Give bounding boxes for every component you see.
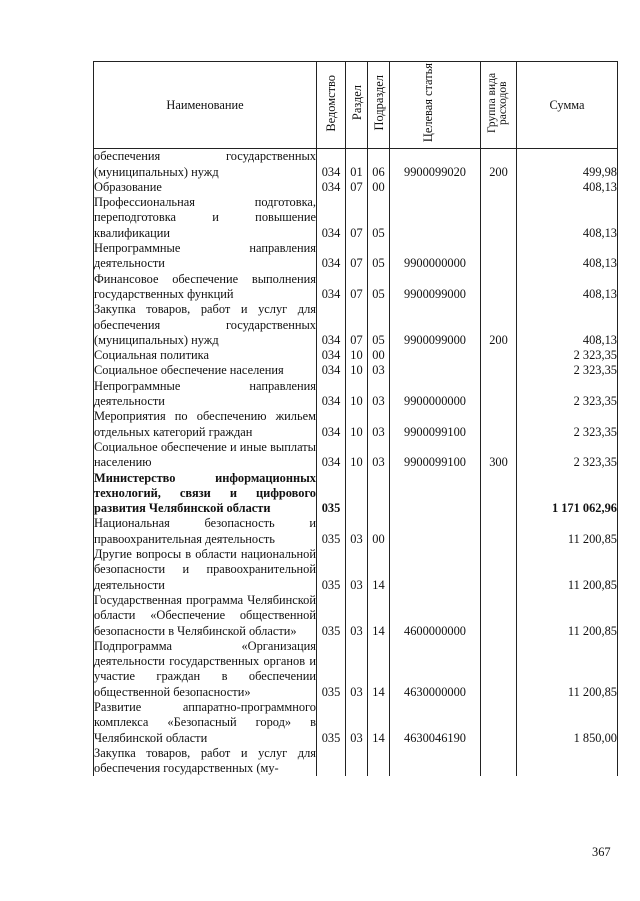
cell-podrazdel: 00 [368,516,390,547]
table-row [94,180,618,195]
cell-podrazdel: 03 [368,363,390,378]
cell-celevaya: 9900099100 [390,440,481,471]
cell-name: Образование [94,180,317,195]
cell-summa: 2 323,35 [517,379,618,410]
table-row [94,379,618,410]
cell-podrazdel: 14 [368,639,390,700]
table-row [94,516,618,547]
cell-gruppa [481,379,517,410]
cell-summa: 11 200,85 [517,516,618,547]
cell-celevaya: 9900099020 [390,149,481,180]
cell-razdel: 03 [346,700,368,746]
table-row [94,746,618,777]
header-summa: Сумма [517,62,618,149]
cell-celevaya: 4630046190 [390,700,481,746]
cell-summa [517,746,618,777]
cell-razdel: 07 [346,272,368,303]
cell-celevaya: 4630000000 [390,639,481,700]
cell-celevaya: 4600000000 [390,593,481,639]
table-row [94,272,618,303]
table-row [94,302,618,348]
cell-podrazdel: 00 [368,348,390,363]
cell-summa: 408,13 [517,241,618,272]
cell-razdel [346,746,368,777]
cell-podrazdel: 03 [368,379,390,410]
cell-celevaya [390,516,481,547]
cell-gruppa [481,241,517,272]
cell-summa: 408,13 [517,195,618,241]
cell-vedomstvo: 034 [317,348,346,363]
cell-gruppa: 200 [481,302,517,348]
cell-razdel: 07 [346,180,368,195]
cell-vedomstvo: 035 [317,516,346,547]
cell-summa: 2 323,35 [517,409,618,440]
cell-razdel: 03 [346,593,368,639]
cell-gruppa [481,700,517,746]
cell-vedomstvo: 034 [317,241,346,272]
cell-celevaya: 9900000000 [390,241,481,272]
cell-celevaya: 9900099000 [390,272,481,303]
cell-podrazdel: 05 [368,241,390,272]
cell-name: Непрограммные направления деятельности [94,241,316,271]
cell-celevaya: 9900099100 [390,409,481,440]
cell-summa: 2 323,35 [517,363,618,378]
cell-razdel: 10 [346,363,368,378]
header-razdel: Раздел [346,62,368,149]
cell-podrazdel: 14 [368,700,390,746]
cell-vedomstvo: 034 [317,272,346,303]
cell-name: Финансовое обеспечение выполнения государственных функций [94,271,316,301]
cell-razdel: 07 [346,195,368,241]
cell-vedomstvo: 034 [317,302,346,348]
cell-celevaya [390,195,481,241]
cell-summa: 1 850,00 [517,700,618,746]
cell-name: Социальная политика [94,348,317,363]
cell-summa: 2 323,35 [517,348,618,363]
cell-gruppa [481,593,517,639]
cell-razdel: 10 [346,348,368,363]
cell-gruppa [481,746,517,777]
cell-summa: 408,13 [517,272,618,303]
budget-table [93,61,618,776]
cell-razdel: 10 [346,440,368,471]
cell-gruppa [481,195,517,241]
cell-podrazdel: 14 [368,547,390,593]
cell-name: Другие вопросы в области национальной безопасности и правоохранительной деятельности [94,547,316,592]
cell-gruppa [481,409,517,440]
cell-celevaya: 9900000000 [390,379,481,410]
table-row [94,363,618,378]
cell-gruppa: 200 [481,149,517,180]
cell-razdel: 03 [346,639,368,700]
header-celevaya: Целевая статья [390,62,481,149]
cell-celevaya [390,547,481,593]
cell-name: Министерство информационных технологий, связи и цифрового развития Челябинской области [94,470,316,516]
page-number: 367 [592,845,611,859]
cell-gruppa [481,639,517,700]
table-row [94,547,618,593]
cell-name: Мероприятия по обеспечению жильем отдельных категорий граждан [94,409,316,439]
cell-vedomstvo: 034 [317,440,346,471]
cell-podrazdel: 05 [368,302,390,348]
cell-podrazdel: 06 [368,149,390,180]
table-row [94,700,618,746]
header-gruppa: Группа вида расходов [481,62,517,149]
cell-name: Непрограммные направления деятельности [94,378,316,409]
table-header-row [94,62,618,149]
cell-razdel: 03 [346,516,368,547]
cell-vedomstvo: 034 [317,180,346,195]
cell-gruppa [481,547,517,593]
cell-name: Национальная безопасность и правоохранительная деятельность [94,516,316,546]
cell-celevaya: 9900099000 [390,302,481,348]
cell-podrazdel: 14 [368,593,390,639]
cell-vedomstvo: 034 [317,195,346,241]
cell-razdel: 10 [346,379,368,410]
cell-podrazdel: 05 [368,272,390,303]
cell-gruppa [481,180,517,195]
cell-celevaya [390,471,481,517]
cell-summa: 408,13 [517,302,618,348]
cell-razdel: 03 [346,547,368,593]
cell-razdel: 07 [346,302,368,348]
cell-vedomstvo: 034 [317,149,346,180]
cell-name: Подпрограмма «Организация деятельности государственных органов и участие граждан в обеспечении общественной безопасности» [94,638,316,699]
cell-podrazdel: 05 [368,195,390,241]
cell-name: Социальное обеспечение населения [94,363,317,378]
table-row [94,149,618,180]
table-body [94,149,618,777]
cell-vedomstvo: 035 [317,547,346,593]
cell-podrazdel [368,746,390,777]
cell-summa: 499,98 [517,149,618,180]
table-row [94,593,618,639]
cell-vedomstvo: 035 [317,593,346,639]
cell-summa: 2 323,35 [517,440,618,471]
cell-vedomstvo: 034 [317,363,346,378]
cell-razdel [346,471,368,517]
cell-vedomstvo: 034 [317,409,346,440]
cell-gruppa [481,471,517,517]
cell-vedomstvo: 035 [317,700,346,746]
cell-summa: 408,13 [517,180,618,195]
cell-summa: 11 200,85 [517,547,618,593]
cell-gruppa [481,516,517,547]
header-podrazdel: Подраздел [368,62,390,149]
table-row [94,471,618,517]
cell-summa: 1 171 062,96 [517,471,618,517]
table-row [94,241,618,272]
table-row [94,348,618,363]
cell-celevaya [390,363,481,378]
cell-vedomstvo: 035 [317,639,346,700]
header-name: Наименование [94,62,317,149]
table-row [94,409,618,440]
cell-gruppa [481,348,517,363]
header-vedomstvo: Ведомство [317,62,346,149]
table-row [94,440,618,471]
cell-summa: 11 200,85 [517,593,618,639]
cell-summa: 11 200,85 [517,639,618,700]
cell-podrazdel [368,471,390,517]
cell-name: Профессиональная подготовка, переподготовка и повышение квалификации [94,195,316,240]
cell-name: Закупка товаров, работ и услуг для обеспечения государственных (муниципальных) нужд [94,302,316,347]
cell-name: Государственная программа Челябинской области «Обеспечение общественной безопасности в Челябинской области» [94,592,316,638]
cell-razdel: 01 [346,149,368,180]
cell-name: Закупка товаров, работ и услуг для обеспечения государственных (му- [94,745,316,776]
cell-name: обеспечения государственных (муниципальных) нужд [94,149,316,179]
cell-celevaya [390,746,481,777]
cell-vedomstvo [317,746,346,777]
cell-celevaya [390,180,481,195]
cell-razdel: 07 [346,241,368,272]
cell-vedomstvo: 034 [317,379,346,410]
cell-podrazdel: 03 [368,409,390,440]
cell-gruppa: 300 [481,440,517,471]
cell-name: Социальное обеспечение и иные выплаты населению [94,439,316,470]
cell-gruppa [481,272,517,303]
table-row [94,195,618,241]
cell-name: Развитие аппаратно-программного комплекса «Безопасный город» в Челябинской области [94,699,316,745]
cell-celevaya [390,348,481,363]
cell-vedomstvo: 035 [317,471,346,517]
cell-gruppa [481,363,517,378]
cell-podrazdel: 00 [368,180,390,195]
cell-razdel: 10 [346,409,368,440]
table-row [94,639,618,700]
cell-podrazdel: 03 [368,440,390,471]
